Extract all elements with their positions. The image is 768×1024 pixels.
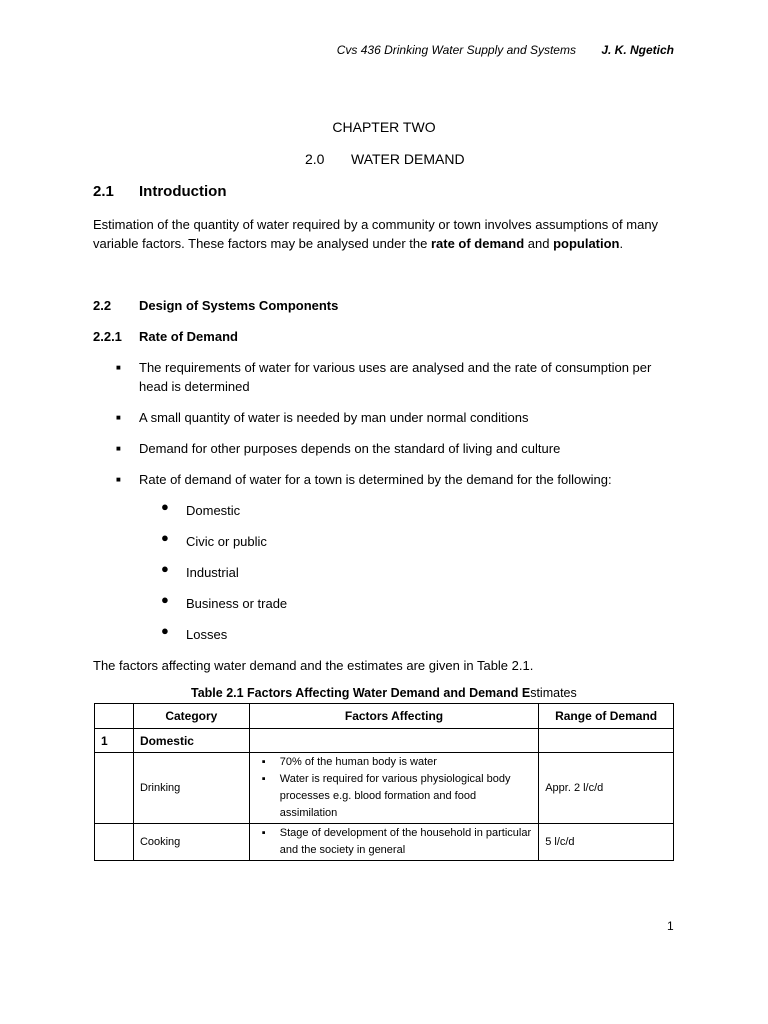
section-title-introduction: Introduction bbox=[139, 183, 227, 200]
section-number-2-1: 2.1 bbox=[93, 183, 114, 200]
intro-text: variable factors. These factors may be analysed under the bbox=[93, 236, 431, 251]
bullet-item-2: A small quantity of water is needed by man under normal conditions bbox=[139, 410, 529, 425]
round-bullet-icon: ● bbox=[161, 623, 169, 638]
population-emphasis: population bbox=[553, 236, 620, 251]
course-title: Cvs 436 Drinking Water Supply and Systems bbox=[336, 43, 576, 57]
square-bullet-icon: ■ bbox=[116, 444, 121, 453]
bullet-item-1-line-2: head is determined bbox=[139, 379, 250, 394]
author-name: J. K. Ngetich bbox=[601, 43, 674, 57]
factor-item: ▪ Water is required for various physiological body processes e.g. blood formation and food assimilation bbox=[262, 771, 534, 822]
round-bullet-icon: ● bbox=[161, 530, 169, 545]
section-number-2-2: 2.2 bbox=[93, 298, 112, 313]
intro-line-1: Estimation of the quantity of water required by a community or town involves assumptions of many bbox=[93, 217, 659, 232]
row-number: 1 bbox=[95, 729, 134, 753]
rate-of-demand-emphasis: rate of demand bbox=[430, 236, 525, 251]
section-title-rate-of-demand: Rate of Demand bbox=[139, 329, 238, 344]
factor-item: ▪ 70% of the human body is water bbox=[262, 754, 534, 771]
running-header bbox=[337, 43, 674, 57]
header-factors: Factors Affecting bbox=[249, 704, 538, 729]
row-number-empty bbox=[95, 753, 134, 824]
row-category-cooking: Cooking bbox=[133, 824, 249, 861]
row-category-drinking: Drinking bbox=[133, 753, 249, 824]
sub-bullet-civic: Civic or public bbox=[186, 534, 267, 549]
section-number-2-2-1: 2.2.1 bbox=[93, 329, 122, 344]
page-number: 1 bbox=[667, 919, 674, 933]
section-title-water-demand: WATER DEMAND bbox=[351, 151, 465, 167]
factors-sentence: The factors affecting water demand and the estimates are given in Table 2.1. bbox=[93, 658, 534, 673]
bullet-item-4: Rate of demand of water for a town is determined by the demand for the following: bbox=[139, 472, 612, 487]
section-title-design: Design of Systems Components bbox=[139, 298, 339, 313]
square-bullet-icon: ■ bbox=[116, 363, 121, 372]
intro-text-and: and bbox=[524, 236, 554, 251]
row-factors-cooking bbox=[249, 824, 538, 861]
table-row bbox=[95, 729, 674, 753]
sub-bullet-domestic: Domestic bbox=[186, 503, 241, 518]
row-range-drinking: Appr. 2 l/c/d bbox=[539, 753, 674, 824]
intro-line-2 bbox=[93, 234, 623, 253]
table-row bbox=[95, 753, 674, 824]
table-caption-bold: Table 2.1 Factors Affecting Water Demand and Demand E bbox=[191, 686, 531, 700]
row-range-empty bbox=[539, 729, 674, 753]
square-bullet-icon: ■ bbox=[116, 413, 121, 422]
sub-bullet-industrial: Industrial bbox=[186, 565, 239, 580]
intro-period: . bbox=[619, 236, 624, 251]
row-number-empty bbox=[95, 824, 134, 861]
table-caption-rest: stimates bbox=[530, 686, 577, 700]
row-category-domestic: Domestic bbox=[133, 729, 249, 753]
round-bullet-icon: ● bbox=[161, 561, 169, 576]
row-factors-drinking bbox=[249, 753, 538, 824]
bullet-item-1-line-1: The requirements of water for various uses are analysed and the rate of consumption per bbox=[139, 360, 652, 375]
sub-bullet-business: Business or trade bbox=[186, 596, 288, 611]
table-header-row bbox=[95, 704, 674, 729]
table-row bbox=[95, 824, 674, 861]
factor-item: ▪ Stage of development of the household in particular and the society in general bbox=[262, 825, 534, 859]
row-range-cooking: 5 l/c/d bbox=[539, 824, 674, 861]
section-number-2-0: 2.0 bbox=[305, 151, 325, 167]
chapter-title: CHAPTER TWO bbox=[332, 119, 436, 135]
header-number bbox=[95, 704, 134, 729]
square-bullet-icon: ■ bbox=[116, 475, 121, 484]
round-bullet-icon: ● bbox=[161, 499, 169, 514]
table-caption bbox=[191, 686, 577, 700]
sub-bullet-losses: Losses bbox=[186, 627, 228, 642]
water-demand-table bbox=[94, 703, 674, 861]
bullet-item-3: Demand for other purposes depends on the standard of living and culture bbox=[139, 441, 561, 456]
row-factors-empty bbox=[249, 729, 538, 753]
header-category: Category bbox=[133, 704, 249, 729]
header-range: Range of Demand bbox=[539, 704, 674, 729]
round-bullet-icon: ● bbox=[161, 592, 169, 607]
